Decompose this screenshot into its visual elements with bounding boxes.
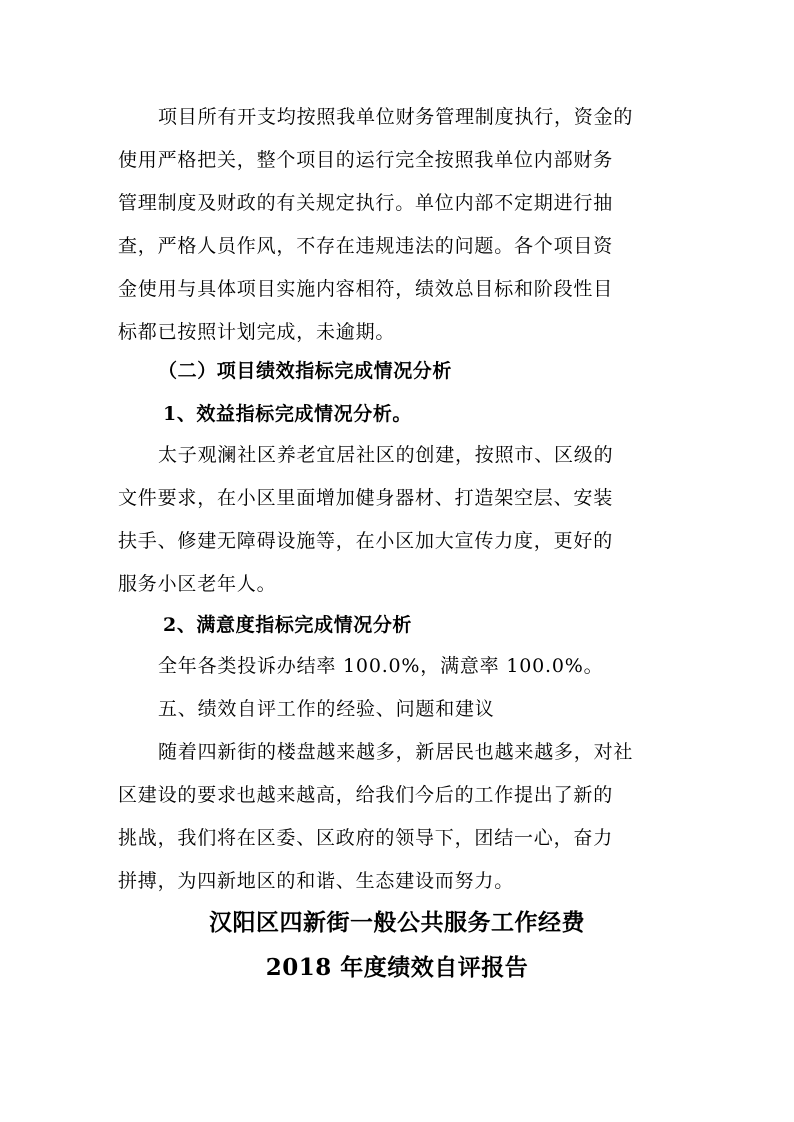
paragraph-2-line-2: 文件要求，在小区里面增加健身器材、打造架空层、安装 (118, 487, 614, 509)
paragraph-2-line-1: 太子观澜社区养老宜居社区的创建，按照市、区级的 (158, 444, 614, 466)
paragraph-3: 全年各类投诉办结率 100.0%，满意率 100.0%。 (158, 655, 604, 677)
section-heading-5: 五、绩效自评工作的经验、问题和建议 (158, 698, 495, 720)
paragraph-4-line-4: 拼搏，为四新地区的和谐、生态建设而努力。 (118, 870, 515, 892)
paragraph-4-line-1: 随着四新街的楼盘越来越多，新居民也越来越多，对社 (158, 741, 634, 763)
paragraph-2-line-3: 扶手、修建无障碍设施等，在小区加大宣传力度，更好的 (118, 530, 614, 552)
report-title-line-1: 汉阳区四新街一般公共服务工作经费 (209, 909, 585, 936)
report-title-line-2: 2018 年度绩效自评报告 (265, 954, 529, 981)
paragraph-1-line-3: 管理制度及财政的有关规定执行。单位内部不定期进行抽 (118, 192, 614, 214)
paragraph-1-line-1: 项目所有开支均按照我单位财务管理制度执行，资金的 (158, 106, 634, 128)
paragraph-4-line-2: 区建设的要求也越来越高，给我们今后的工作提出了新的 (118, 784, 614, 806)
paragraph-1-line-6: 标都已按照计划完成，未逾期。 (118, 321, 396, 343)
subheading-benefit: 1、效益指标完成情况分析。 (163, 403, 413, 425)
paragraph-2-line-4: 服务小区老年人。 (118, 573, 277, 595)
paragraph-4-line-3: 挑战，我们将在区委、区政府的领导下，团结一心，奋力 (118, 827, 614, 849)
section-heading-2: （二）项目绩效指标完成情况分析 (158, 360, 453, 382)
subheading-satisfaction: 2、满意度指标完成情况分析 (163, 614, 413, 636)
paragraph-1-line-5: 金使用与具体项目实施内容相符，绩效总目标和阶段性目 (118, 278, 614, 300)
paragraph-1-line-2: 使用严格把关，整个项目的运行完全按照我单位内部财务 (118, 149, 614, 171)
paragraph-1-line-4: 查，严格人员作风，不存在违规违法的问题。各个项目资 (118, 235, 614, 257)
